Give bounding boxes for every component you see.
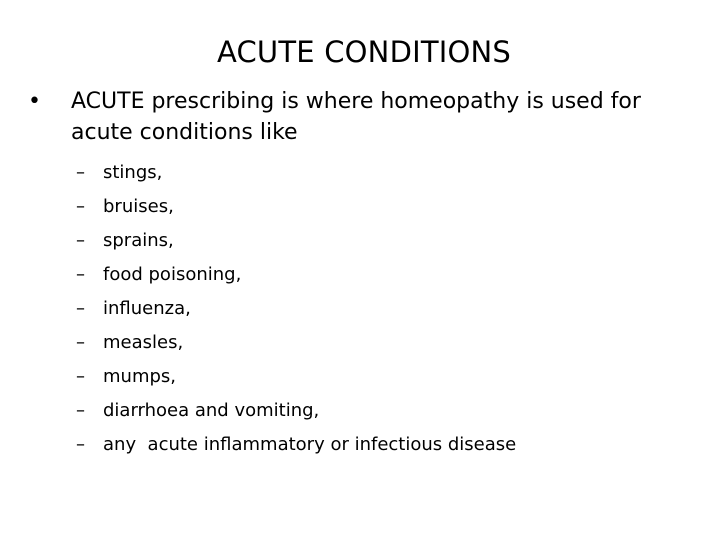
dash-marker: – (76, 332, 85, 353)
sub-bullet-text: bruises, (103, 196, 174, 217)
dash-marker: – (76, 196, 85, 217)
sub-bullet-text: influenza, (103, 298, 191, 319)
sub-bullet-item (76, 394, 696, 428)
main-bullet-text: ACUTE prescribing is where homeopathy is used for acute conditions like (71, 89, 641, 145)
sub-bullet-item (76, 360, 696, 394)
dash-marker: – (76, 298, 85, 319)
sub-bullet-item (76, 224, 696, 258)
sub-bullet-item (76, 292, 696, 326)
dash-marker: – (76, 264, 85, 285)
sub-bullet-text: sprains, (103, 230, 174, 251)
bullet-marker: • (28, 89, 41, 114)
sub-bullet-text: stings, (103, 162, 163, 183)
sub-bullet-item (76, 156, 696, 190)
dash-marker: – (76, 162, 85, 183)
dash-marker: – (76, 366, 85, 387)
sub-bullet-text: food poisoning, (103, 264, 242, 285)
main-bullet (28, 86, 698, 148)
sub-bullet-text: any acute inflammatory or infectious disease (103, 434, 517, 455)
dash-marker: – (76, 230, 85, 251)
sub-bullet-list (76, 156, 696, 462)
sub-bullet-text: mumps, (103, 366, 177, 387)
sub-bullet-item (76, 428, 696, 462)
sub-bullet-text: diarrhoea and vomiting, (103, 400, 320, 421)
sub-bullet-item (76, 258, 696, 292)
sub-bullet-text: measles, (103, 332, 184, 353)
dash-marker: – (76, 400, 85, 421)
slide-title: ACUTE CONDITIONS (216, 35, 512, 69)
sub-bullet-item (76, 326, 696, 360)
sub-bullet-item (76, 190, 696, 224)
dash-marker: – (76, 434, 85, 455)
